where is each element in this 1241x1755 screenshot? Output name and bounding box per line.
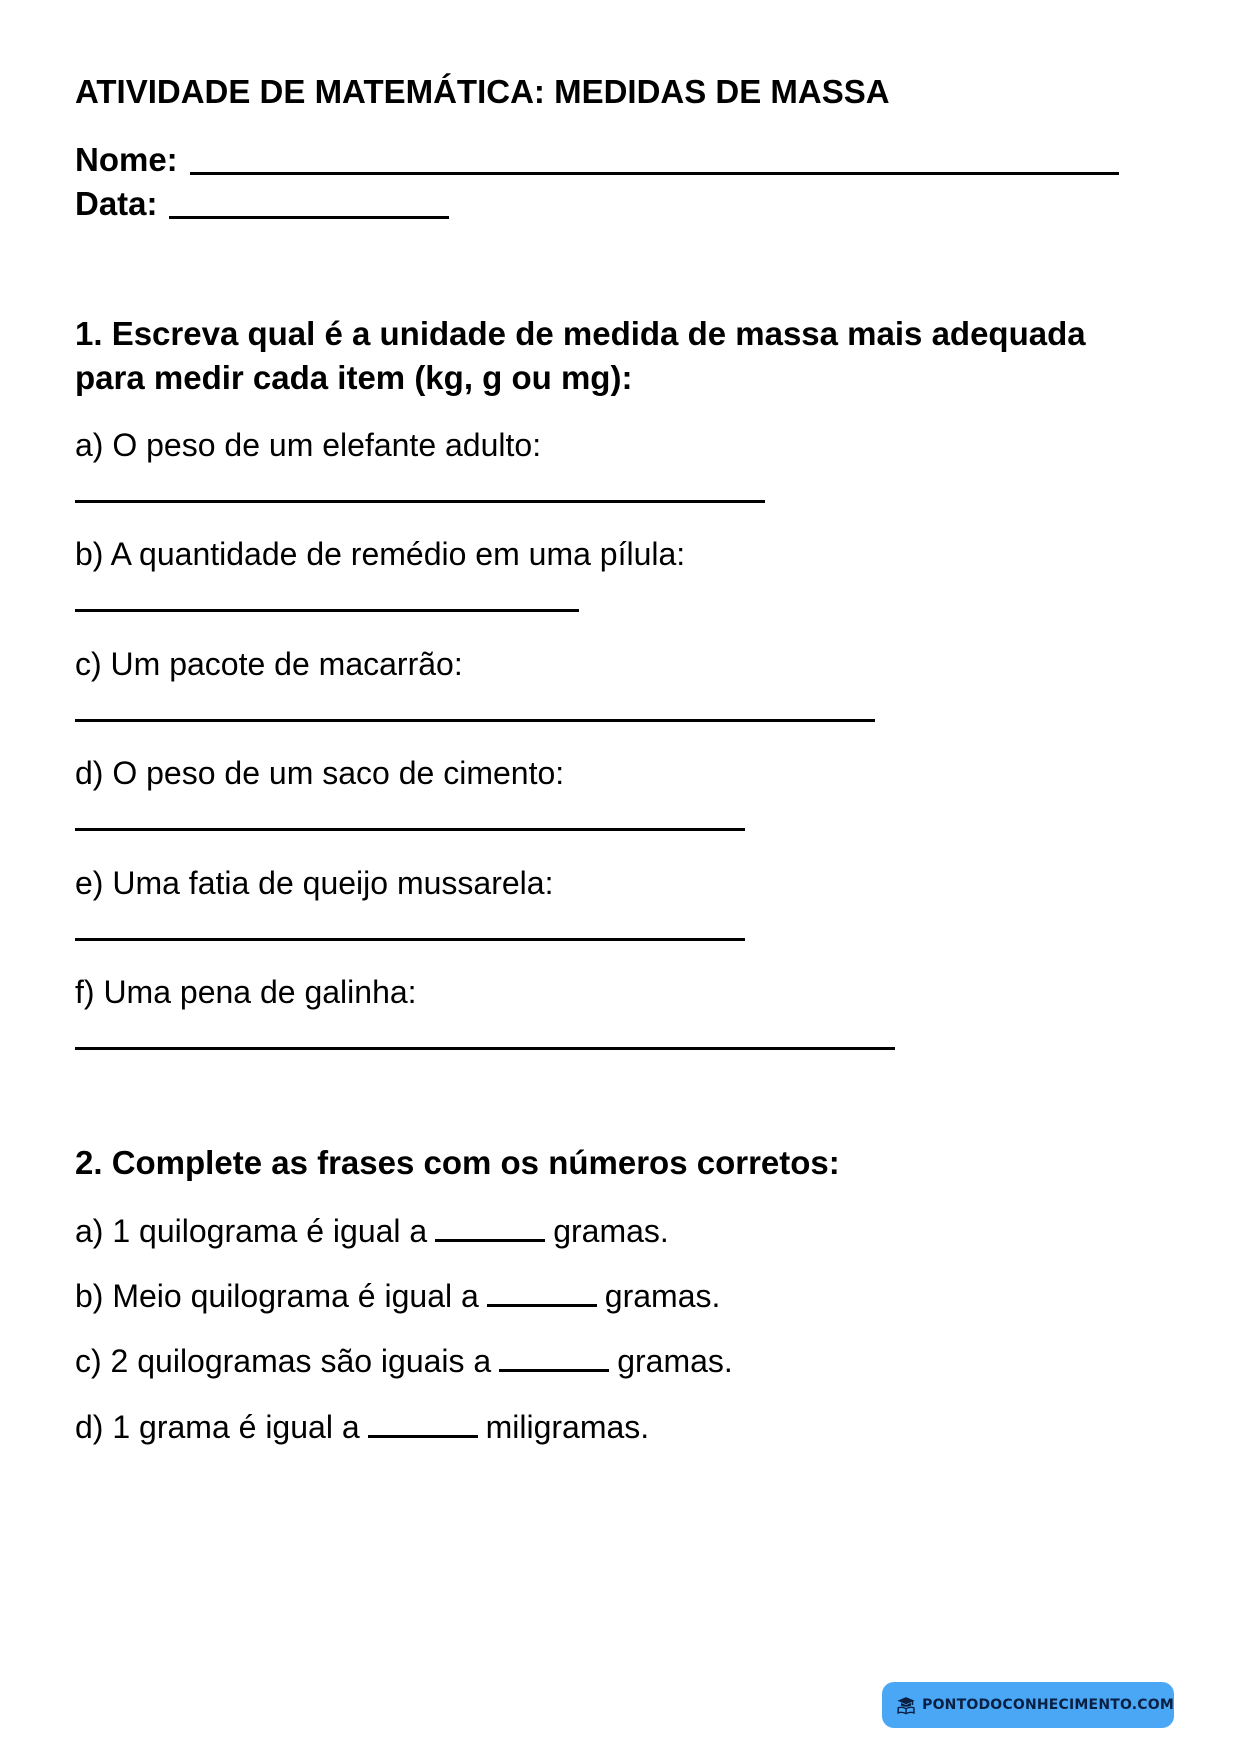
question1-item-a: a) O peso de um elefante adulto: [75, 427, 542, 463]
answer-line-f[interactable] [75, 1047, 895, 1050]
question1-item-f: f) Uma pena de galinha: [75, 974, 417, 1010]
fill-blank-c[interactable] [499, 1343, 609, 1372]
question2-item-b-unit: gramas. [604, 1278, 721, 1314]
logo-text: PONTODOCONHECIMENTO.COM [922, 1697, 1174, 1713]
question2-item-a-unit: gramas. [553, 1213, 669, 1249]
site-logo-badge[interactable] [882, 1682, 1174, 1728]
question1-item-e: e) Uma fatia de queijo mussarela: [75, 865, 554, 901]
question1-heading-line2: para medir cada item (kg, g ou mg): [75, 359, 633, 396]
question2-item-b [75, 1278, 720, 1315]
date-field-label: Data: [75, 185, 167, 222]
question1-item-b: b) A quantidade de remédio em uma pílula: [75, 536, 686, 572]
answer-line-a[interactable] [75, 500, 765, 503]
fill-blank-d[interactable] [368, 1409, 478, 1438]
name-field-line[interactable] [190, 172, 1119, 175]
question2-item-a [75, 1213, 669, 1250]
date-field-line[interactable] [169, 216, 449, 219]
fill-blank-b[interactable] [487, 1278, 597, 1307]
answer-line-b[interactable] [75, 609, 579, 612]
question2-item-c-unit: gramas. [617, 1343, 733, 1379]
question2-item-d-text: d) 1 grama é igual a [75, 1409, 360, 1445]
question2-item-b-text: b) Meio quilograma é igual a [75, 1278, 479, 1314]
question2-item-c [75, 1343, 733, 1380]
question2-item-a-text: a) 1 quilograma é igual a [75, 1213, 428, 1249]
question1-item-c: c) Um pacote de macarrão: [75, 646, 463, 682]
answer-line-e[interactable] [75, 938, 745, 941]
answer-line-d[interactable] [75, 828, 745, 831]
question2-item-d [75, 1409, 649, 1446]
name-field-label: Nome: [75, 141, 187, 178]
graduation-book-icon [896, 1691, 916, 1719]
question2-heading: 2. Complete as frases com os números corretos: [75, 1144, 840, 1181]
fill-blank-a[interactable] [435, 1213, 545, 1242]
question1-item-d: d) O peso de um saco de cimento: [75, 755, 565, 791]
question2-item-d-unit: miligramas. [485, 1409, 650, 1445]
question2-item-c-text: c) 2 quilogramas são iguais a [75, 1343, 492, 1379]
page-title: ATIVIDADE DE MATEMÁTICA: MEDIDAS DE MASSA [75, 73, 890, 110]
question1-heading-line1: 1. Escreva qual é a unidade de medida de massa mais adequada [75, 315, 1086, 352]
answer-line-c[interactable] [75, 719, 875, 722]
